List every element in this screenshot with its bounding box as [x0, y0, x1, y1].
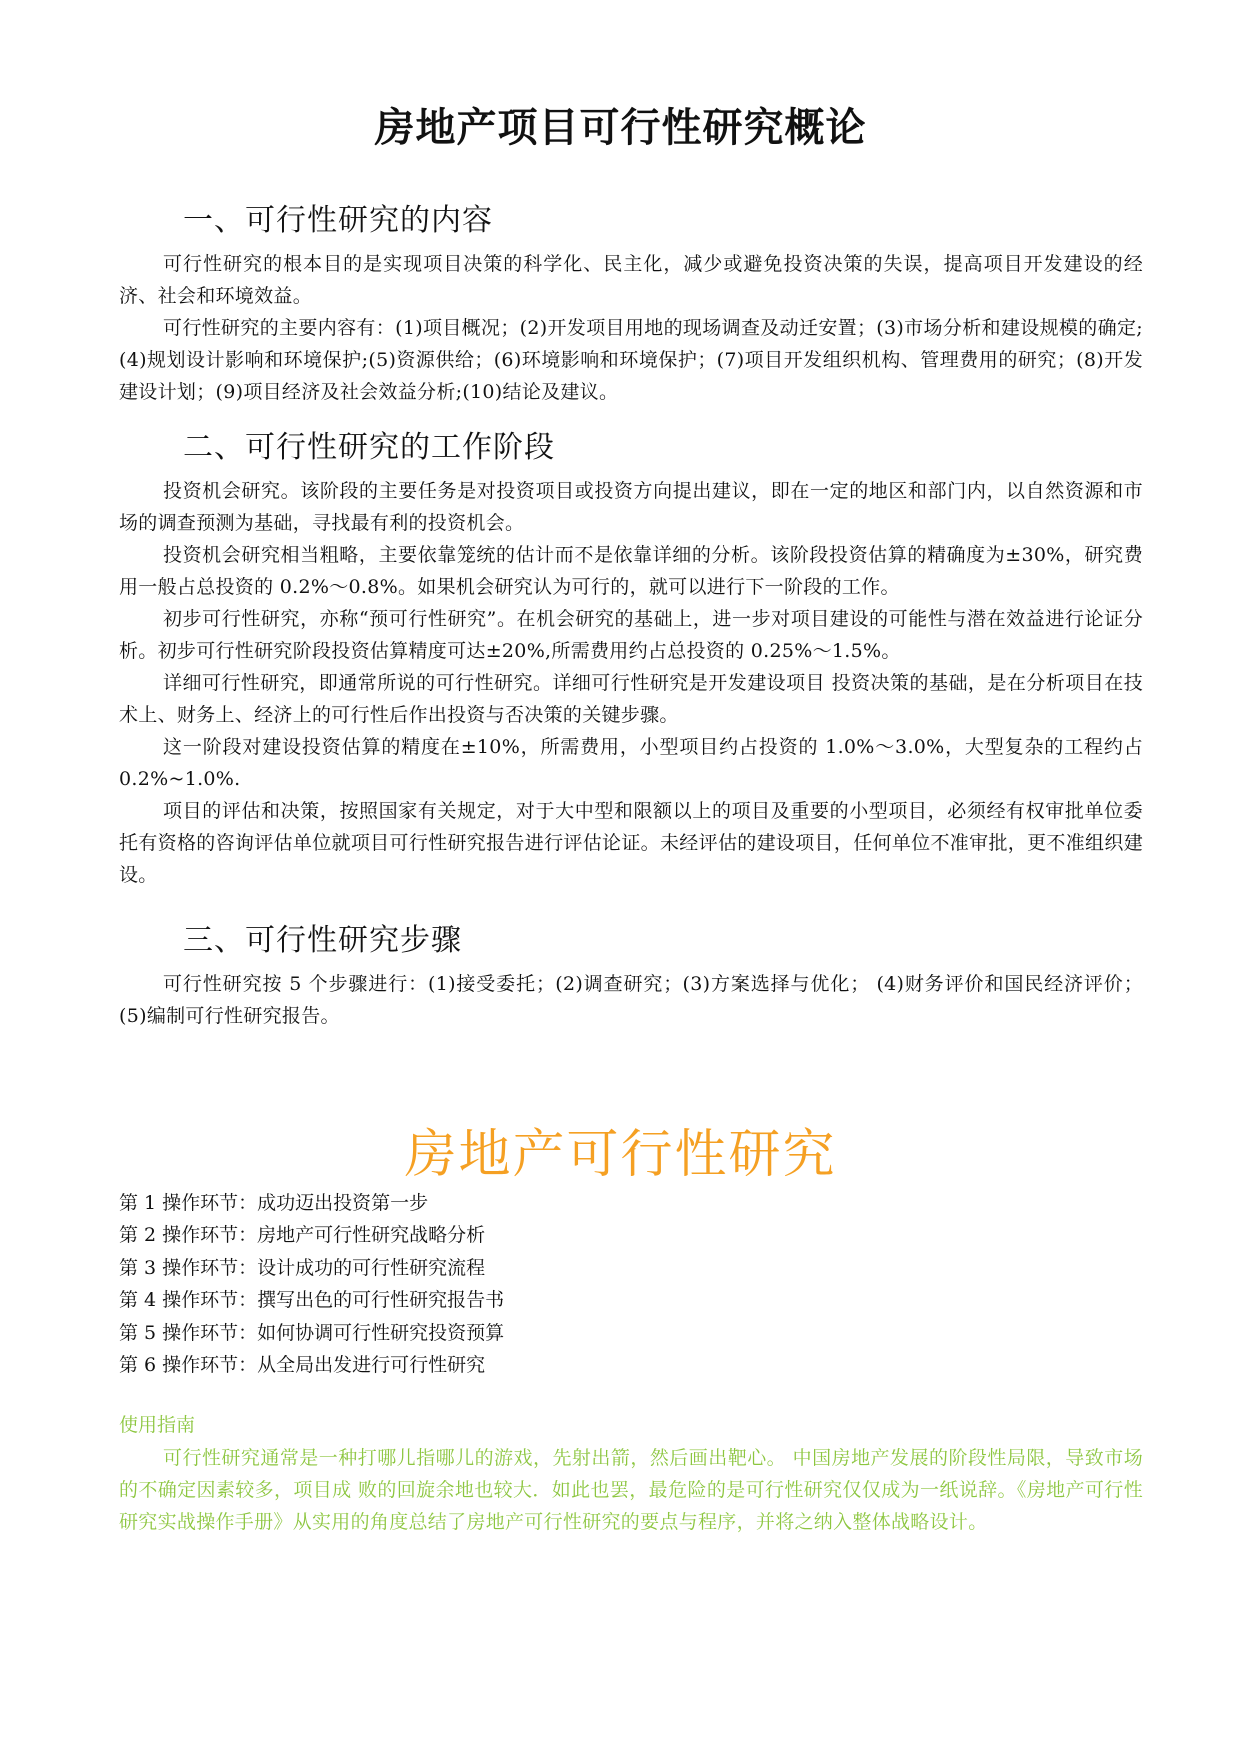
document-title: 房地产项目可行性研究概论 [374, 104, 867, 151]
guide-paragraph: 可行性研究通常是一种打哪儿指哪儿的游戏，先射出箭，然后画出靶心。 中国房地产发展的阶段性局限，导致市场的不确定因素较多，项目成 败的回旋余地也较大．如此也罢，最危险的是可行性研究仅仅成为一纸说辞。《房地产可行性研究实战操作手册》从实用的角度总结了房地产可行性研究的要点与程序，并将之纳入整体战略设计。 [119, 1447, 1143, 1533]
section-stages [119, 421, 1143, 891]
paragraph: 这一阶段对建设投资估算的精度在±10%，所需费用，小型项目约占投资的 1.0%～3.0%，大型复杂的工程约占 0.2%~1.0%. [119, 736, 1143, 790]
paragraph: 可行性研究的根本目的是实现项目决策的科学化、民主化，减少或避免投资决策的失误，提高项目开发建设的经济、社会和环境效益。 [119, 253, 1143, 307]
section-steps [119, 914, 1143, 1032]
paragraph: 项目的评估和决策，按照国家有关规定，对于大中型和限额以上的项目及重要的小型项目，必须经有权审批单位委托有资格的咨询评估单位就项目可行性研究报告进行评估论证。未经评估的建设项目，任何单位不准审批，更不准组织建设。 [119, 800, 1143, 886]
paragraph: 可行性研究按 5 个步骤进行：(1)接受委托；(2)调查研究；(3)方案选择与优化； (4)财务评价和国民经济评价；(5)编制可行性研究报告。 [119, 973, 1143, 1027]
usage-guide [119, 1408, 1143, 1538]
list-item: 第 3 操作环节：设计成功的可行性研究流程 [119, 1256, 486, 1279]
promo-title: 房地产可行性研究 [404, 1125, 837, 1185]
paragraph: 投资机会研究相当粗略，主要依靠笼统的估计而不是依靠详细的分析。该阶段投资估算的精确度为±30%，研究费用一般占总投资的 0.2%～0.8%。如果机会研究认为可行的，就可以进行下一阶段的工作。 [119, 544, 1143, 598]
list-item: 第 1 操作环节：成功迈出投资第一步 [119, 1192, 429, 1214]
section-heading: 三、可行性研究步骤 [183, 923, 462, 958]
paragraph: 投资机会研究。该阶段的主要任务是对投资项目或投资方向提出建议，即在一定的地区和部门内，以自然资源和市场的调查预测为基础，寻找最有利的投资机会。 [119, 480, 1143, 534]
list-item: 第 6 操作环节：从全局出发进行可行性研究 [119, 1354, 486, 1377]
paragraph: 初步可行性研究，亦称“预可行性研究”。在机会研究的基础上，进一步对项目建设的可能性与潜在效益进行论证分析。初步可行性研究阶段投资估算精度可达±20%,所需费用约占总投资的 0.25%～1.5%。 [119, 608, 1143, 662]
paragraph: 可行性研究的主要内容有：(1)项目概况；(2)开发项目用地的现场调查及动迁安置；(3)市场分析和建设规模的确定; (4)规划设计影响和环境保护;(5)资源供给；(6)环境影响和环境保护；(7)项目开发组织机构、管理费用的研究；(8)开发建设计划；(9)项目经济及社会效益分析;(10)结论及建议。 [119, 317, 1143, 403]
list-item: 第 4 操作环节：撰写出色的可行性研究报告书 [119, 1289, 505, 1312]
section-content [119, 194, 1143, 408]
promo-step-list [119, 1187, 1143, 1381]
list-item: 第 2 操作环节：房地产可行性研究战略分析 [119, 1224, 486, 1247]
section-heading: 二、可行性研究的工作阶段 [183, 430, 555, 465]
guide-title: 使用指南 [119, 1414, 196, 1436]
section-heading: 一、可行性研究的内容 [183, 203, 493, 238]
paragraph: 详细可行性研究，即通常所说的可行性研究。详细可行性研究是开发建设项目 投资决策的基础，是在分析项目在技术上、财务上、经济上的可行性后作出投资与否决策的关键步骤。 [119, 672, 1143, 726]
list-item: 第 5 操作环节：如何协调可行性研究投资预算 [119, 1321, 505, 1344]
